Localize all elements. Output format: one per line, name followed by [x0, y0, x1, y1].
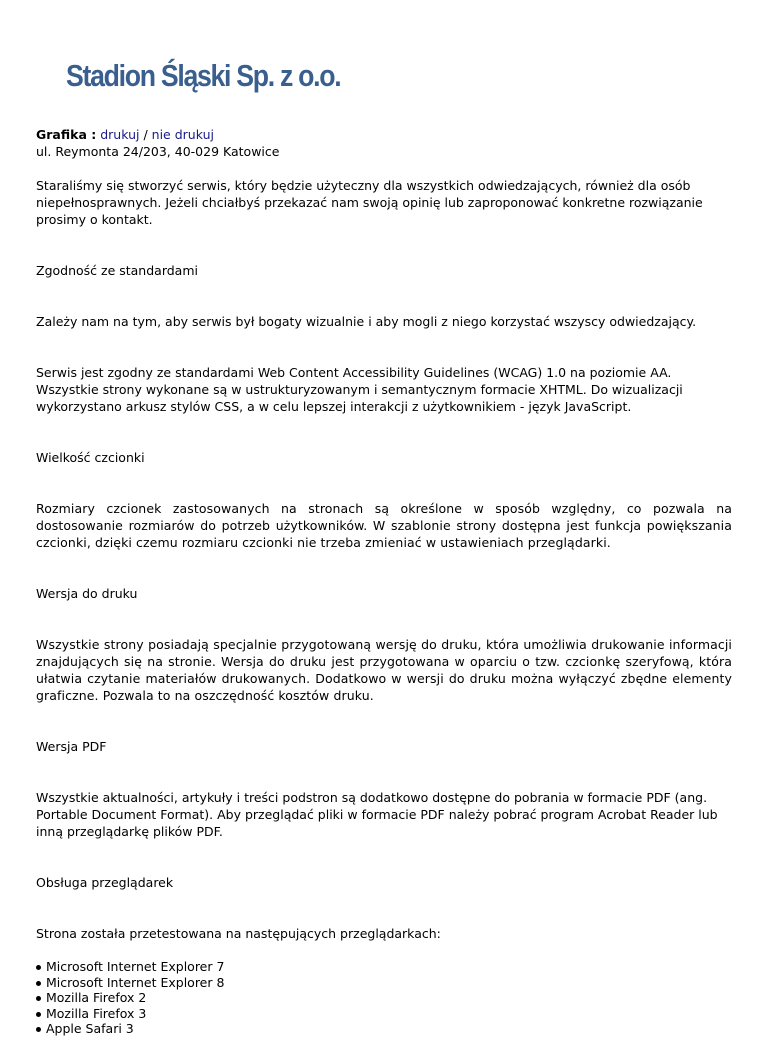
list-item: Apple Safari 3: [36, 1021, 732, 1037]
section-heading-browsers: Obsługa przeglądarek: [36, 875, 174, 890]
bullet-icon: [36, 1027, 41, 1032]
section-heading-font-size: Wielkość czcionki: [36, 450, 145, 465]
section-heading-standards: Zgodność ze standardami: [36, 263, 198, 278]
grafika-label: Grafika :: [36, 127, 97, 142]
company-logo: Stadion Śląski Sp. z o.o.: [66, 58, 341, 93]
list-item: Microsoft Internet Explorer 8: [36, 975, 732, 991]
pdf-paragraph: Wszystkie aktualności, artykuły i treści podstron są dodatkowo dostępne do pobrania w formacie PDF (ang. Portable Document Format). Aby przeglądać pliki w formacie PDF należy pobrać program Acrobat Reader lub inną przeglądarkę plików PDF.: [36, 790, 718, 839]
section-heading-print: Wersja do druku: [36, 586, 138, 601]
section-heading-pdf: Wersja PDF: [36, 739, 107, 754]
standards-paragraph-2: Serwis jest zgodny ze standardami Web Content Accessibility Guidelines (WCAG) 1.0 na poziomie AA. Wszystkie strony wykonane są w ustrukturyzowanym i semantycznym formacie XHTML. Do wizualizacji wykorzystano arkusz stylów CSS, a w celu lepszej interakcji z użytkownikiem - język JavaScript.: [36, 365, 683, 414]
browser-list: [36, 959, 732, 1037]
standards-paragraph-1: Zależy nam na tym, aby serwis był bogaty wizualnie i aby mogli z niego korzystać wszyscy odwiedzający.: [36, 314, 697, 329]
browsers-paragraph: Strona została przetestowana na następujących przeglądarkach:: [36, 926, 441, 941]
intro-paragraph: Staraliśmy się stworzyć serwis, który będzie użyteczny dla wszystkich odwiedzających, również dla osób niepełnosprawnych. Jeżeli chciałbyś przekazać nam swoją opinię lub zaproponować konkretne rozwiązanie prosimy o kontakt.: [36, 178, 703, 227]
address: ul. Reymonta 24/203, 40-029 Katowice: [36, 144, 280, 159]
bullet-icon: [36, 981, 41, 986]
bullet-icon: [36, 1012, 41, 1017]
list-item: Mozilla Firefox 3: [36, 1006, 732, 1022]
bullet-icon: [36, 996, 41, 1001]
no-print-link[interactable]: nie drukuj: [151, 127, 214, 142]
print-link[interactable]: drukuj: [100, 127, 140, 142]
link-separator: /: [143, 127, 148, 142]
grafika-line: [36, 126, 732, 143]
font-size-paragraph: Rozmiary czcionek zastosowanych na stronach są określone w sposób względny, co pozwala na dostosowanie rozmiarów do potrzeb użytkowników. W szablonie strony dostępna jest funkcja powiększania czcionki, dzięki czemu rozmiaru czcionki nie trzeba zmieniać w ustawieniach przeglądarki.: [36, 501, 732, 550]
main-content: [36, 126, 732, 1037]
list-item: Mozilla Firefox 2: [36, 990, 732, 1006]
print-paragraph: Wszystkie strony posiadają specjalnie przygotowaną wersję do druku, która umożliwia drukowanie informacji znajdujących się na stronie. Wersja do druku jest przygotowana w oparciu o tzw. czcionkę szeryfową, która ułatwia czytanie materiałów drukowanych. Dodatkowo w wersji do druku można wyłączyć zbędne elementy graficzne. Pozwala to na oszczędność kosztów druku.: [36, 637, 732, 703]
list-item: Microsoft Internet Explorer 7: [36, 959, 732, 975]
bullet-icon: [36, 965, 41, 970]
